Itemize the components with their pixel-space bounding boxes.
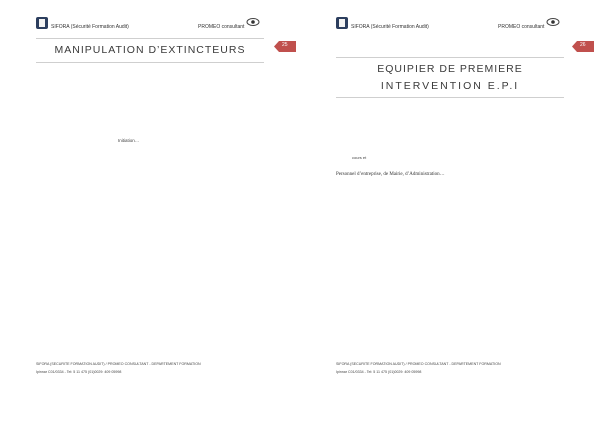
footer-line-1: SIFORA (SECURITE FORMATION AUDIT) / PROMEO CONSULTANT - DEPARTEMENT FORMATION xyxy=(36,362,201,366)
page-number: 26 xyxy=(580,42,586,48)
header-company: PROMEO consultant xyxy=(198,24,245,30)
footer-line-2: Ipinnar C01/0334 - Tel: 5 11 475 (01)0029: 409 05998 xyxy=(36,370,122,374)
title-rule-bottom xyxy=(36,62,264,63)
page-title-line-2: INTERVENTION E.P.I xyxy=(380,80,520,92)
body-note: Initiation… xyxy=(118,138,140,143)
page-number: 25 xyxy=(282,42,288,48)
title-rule-top xyxy=(36,38,264,39)
page-title: MANIPULATION D’EXTINCTEURS xyxy=(54,44,246,56)
eye-icon xyxy=(246,17,260,27)
header-company: PROMEO consultant xyxy=(498,24,545,30)
page-title-line-1: EQUIPIER DE PREMIERE xyxy=(377,63,523,75)
eye-icon xyxy=(546,17,560,27)
title-rule-bottom xyxy=(336,97,564,98)
title-rule-top xyxy=(336,57,564,58)
header-org: SIFORA (Sécurité Formation Audit) xyxy=(351,24,429,30)
footer-line-2: Ipinnar C01/0334 - Tel: 5 11 475 (01)0029: 409 05998 xyxy=(336,370,422,374)
company-logo xyxy=(336,17,348,29)
body-text: Personnel d’entreprise, de Mairie, d’Administration… xyxy=(336,172,445,177)
footer-line-1: SIFORA (SECURITE FORMATION AUDIT) / PROMEO CONSULTANT - DEPARTEMENT FORMATION xyxy=(336,362,501,366)
company-logo xyxy=(36,17,48,29)
right-page xyxy=(300,0,600,424)
header-org: SIFORA (Sécurité Formation Audit) xyxy=(51,24,129,30)
small-label: cours et xyxy=(352,155,367,160)
